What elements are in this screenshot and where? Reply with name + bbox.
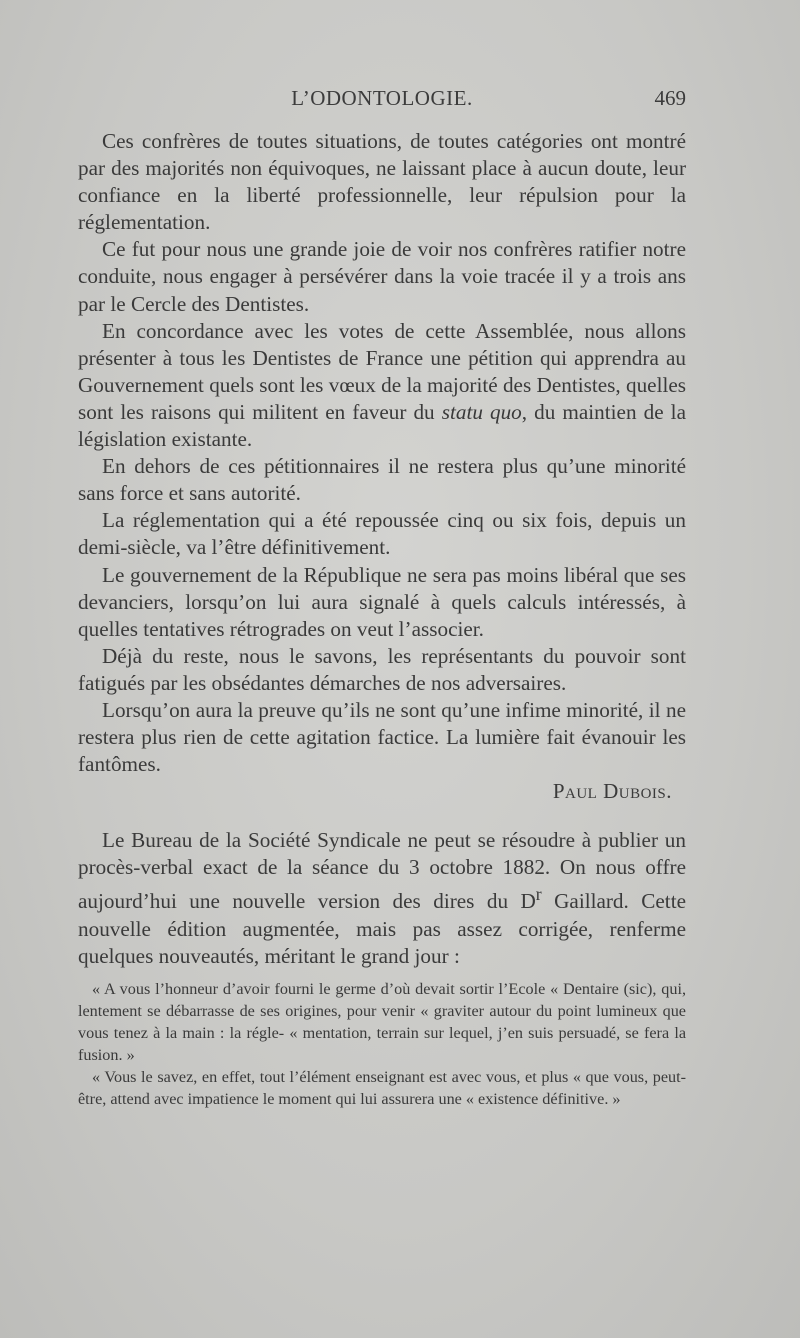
paragraph-6: Le gouvernement de la République ne sera pas moins libéral que ses devanciers, lorsqu’on lui aura signalé à quels calculs intéressés, à quelles tentatives rétrogrades on veut l’associer. bbox=[78, 562, 686, 641]
paragraph-7: Déjà du reste, nous le savons, les représentants du pouvoir sont fatigués par les obsédantes démarches de nos adversaires. bbox=[78, 643, 686, 695]
paragraph-bureau-text-a: Le Bureau de la Société Syndicale ne peut se résoudre à publier un procès-verbal exact de la séance du 3 octobre 1882. On nous offre aujourd’hui une nouvelle version des dires du D bbox=[78, 828, 686, 914]
paragraph-8: Lorsqu’on aura la preuve qu’ils ne sont qu’une infime minorité, il ne restera plus rien de cette agitation factice. La lumière fait évanouir les fantômes. bbox=[78, 697, 686, 777]
paragraph-bureau-text-b: Gaillard. Cette nouvelle édition augmentée, mais pas assez corrigée, renferme quelques nouveautés, méritant le grand jour : bbox=[78, 889, 686, 968]
paragraph-4: En dehors de ces pétitionnaires il ne restera plus qu’une minorité sans force et sans autorité. bbox=[78, 454, 686, 506]
page-number: 469 bbox=[654, 86, 686, 110]
paragraph-3-text-a: En concordance avec les votes de cette Assemblée, nous allons présenter à tous les Dentistes de France une pétition qui apprendra au Gouvernement quels sont les vœux de la majorité des Dentistes, quelles sont les raisons qui militent en faveur du bbox=[78, 318, 686, 424]
paragraph-bureau-sup: r bbox=[535, 884, 542, 905]
running-title: L’ODONTOLOGIE. bbox=[291, 86, 473, 110]
article-body bbox=[78, 128, 686, 1110]
paragraph-3-italic: statu quo bbox=[441, 399, 522, 424]
paragraph-3 bbox=[78, 318, 686, 453]
paragraph-3-text-b: , du maintien de la législation existante. bbox=[78, 399, 686, 452]
quote-2-text: « Vous le savez, en effet, tout l’élément enseignant est avec vous, et plus « que vous, peut-être, attend avec impatience le moment qui lui assurera une « existence définitive. » bbox=[78, 1067, 686, 1108]
paragraph-1: Ces confrères de toutes situations, de toutes catégories ont montré par des majorités non équivoques, ne laissant place à aucun doute, leur confiance en la liberté professionnelle, leur répulsion pour la réglementation. bbox=[78, 129, 686, 235]
paragraph-2: Ce fut pour nous une grande joie de voir nos confrères ratifier notre conduite, nous engager à persévérer dans la voie tracée il y a trois ans par le Cercle des Dentistes. bbox=[78, 237, 686, 316]
quote-2 bbox=[78, 1066, 686, 1110]
author-signature: Paul Dubois. bbox=[552, 779, 672, 804]
quote-1-text: « A vous l’honneur d’avoir fourni le germe d’où devait sortir l’Ecole « Dentaire (sic), qui, lentement se débarrasse de ses origines, pour venir « graviter autour du point lumineux que vous tenez à la main : la régle- « mentation, terrain sur lequel, j’en suis persuadé, se fera la fusion. » bbox=[78, 979, 686, 1064]
paragraph-5: La réglementation qui a été repoussée cinq ou six fois, depuis un demi-siècle, va l’être définitivement. bbox=[78, 508, 686, 560]
quote-1 bbox=[78, 978, 686, 1066]
section-gap bbox=[78, 805, 686, 827]
page-header bbox=[78, 86, 686, 114]
paragraph-bureau bbox=[78, 827, 686, 970]
